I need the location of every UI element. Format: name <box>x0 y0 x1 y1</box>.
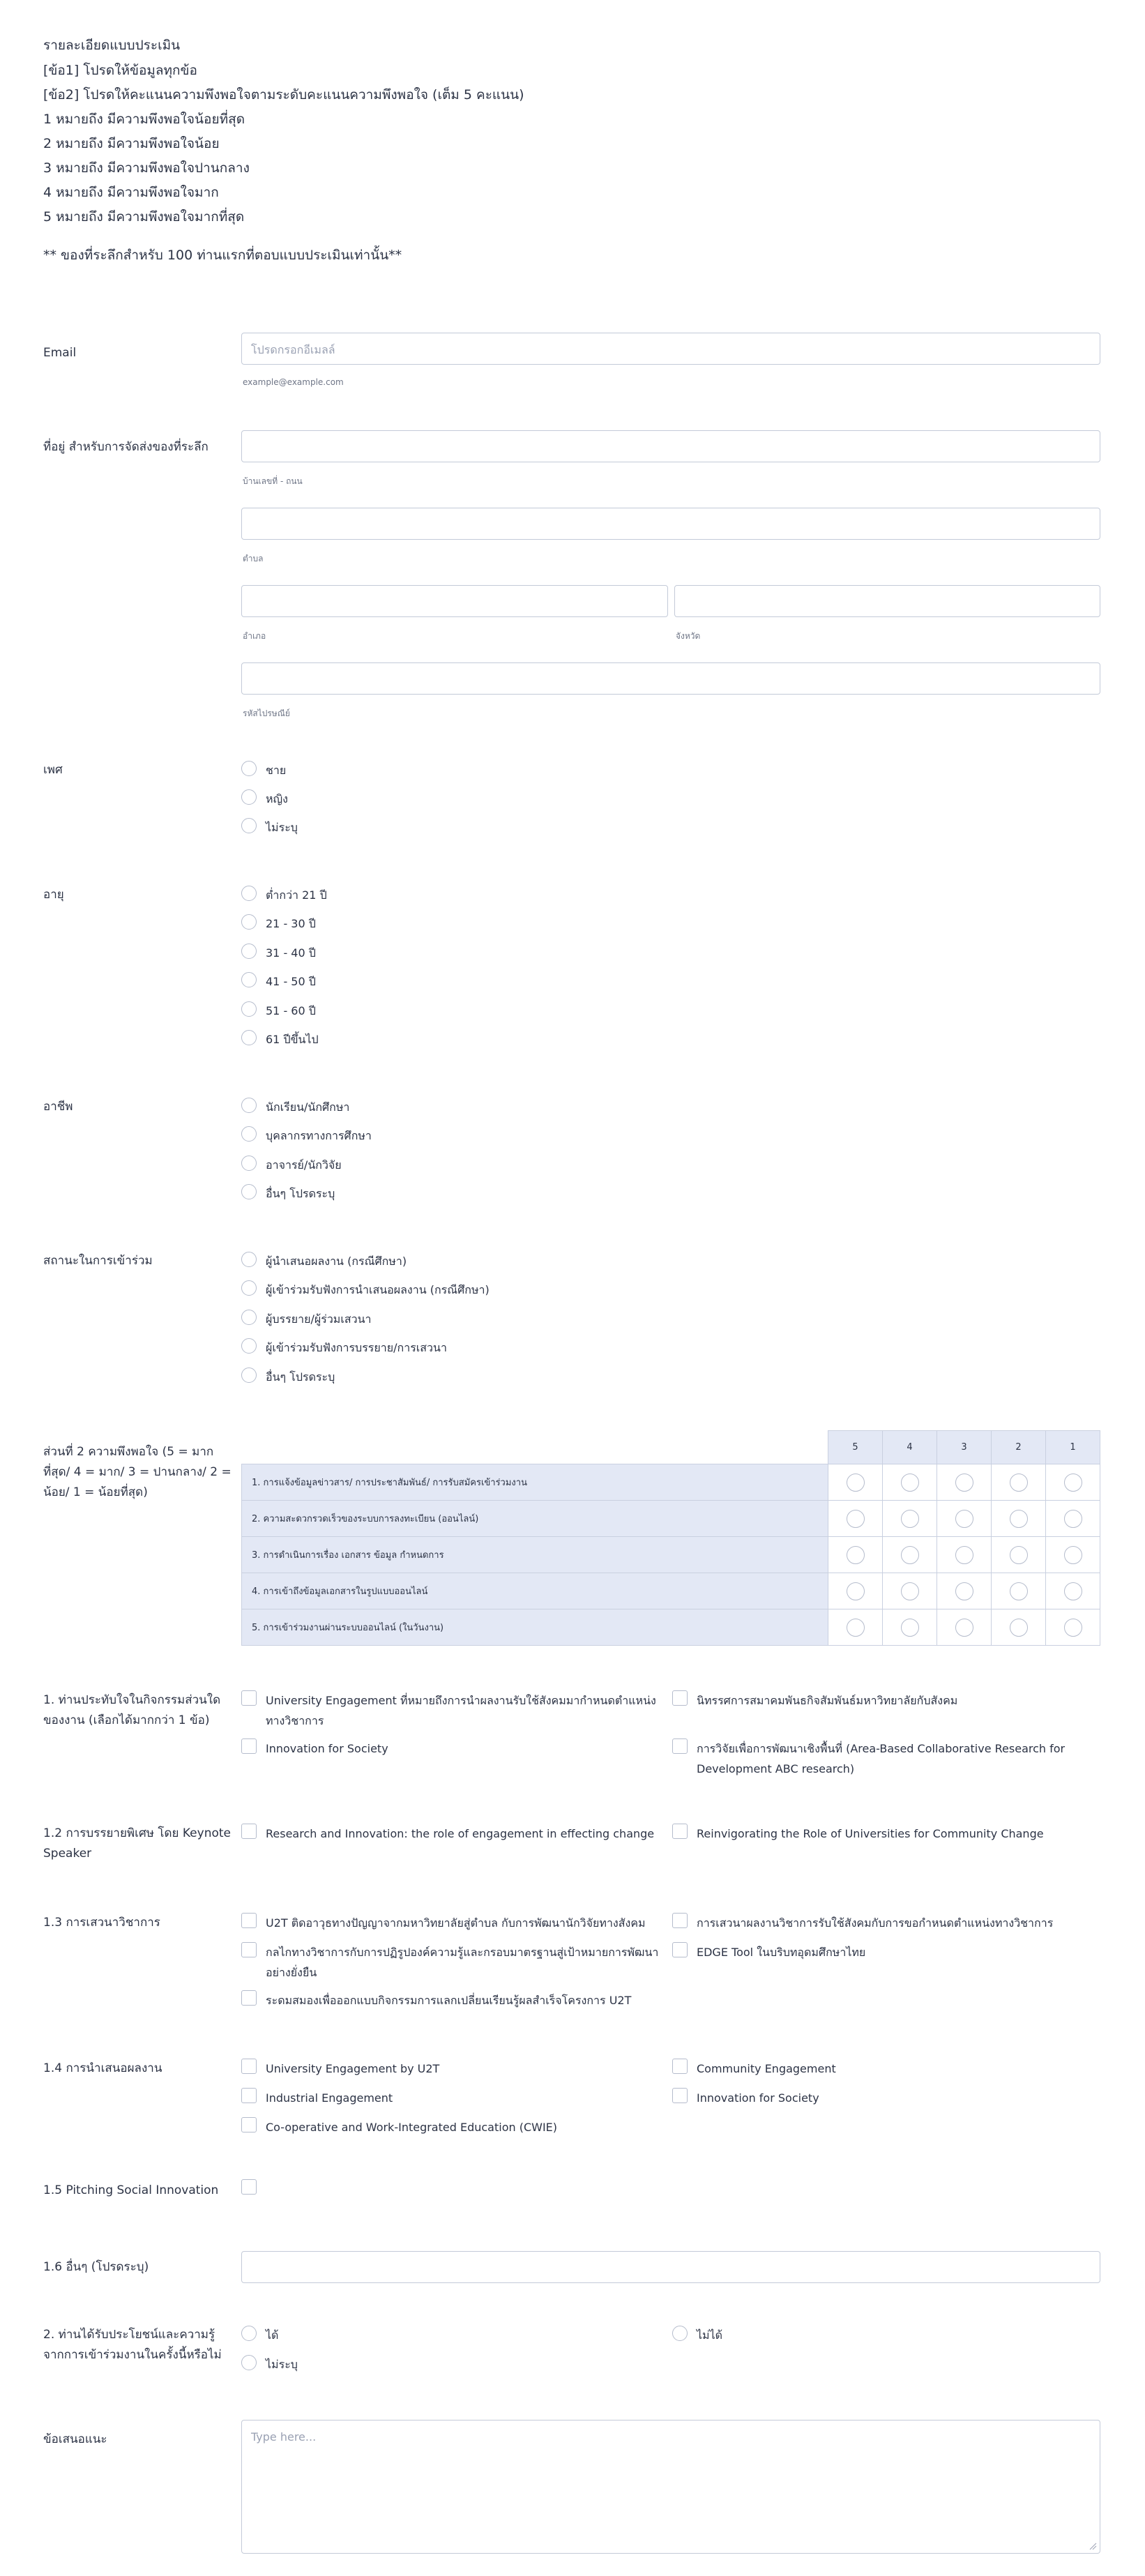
q2-option: ไม่ได้ <box>697 2328 723 2342</box>
matrix-radio[interactable] <box>847 1582 865 1600</box>
age-radio[interactable] <box>241 944 257 959</box>
matrix-radio[interactable] <box>1010 1546 1028 1564</box>
matrix-cell <box>937 1537 992 1573</box>
q14-label: 1.4 การนำเสนอผลงาน <box>43 2061 162 2075</box>
email-sublabel: example@example.com <box>243 377 344 387</box>
q2-radio[interactable] <box>241 2355 257 2370</box>
matrix-row <box>242 1573 1100 1609</box>
intro-line: 1 หมายถึง มีความพึงพอใจน้อยที่สุด <box>43 112 245 127</box>
status-option: อื่นๆ โปรดระบุ <box>266 1370 335 1384</box>
q13-option: กลไกทางวิชาการกับการปฏิรูปองค์ความรู้และกรอบมาตรฐานสู่เป้าหมายการพัฒนาอย่างยั่งยืน <box>266 1946 659 1979</box>
status-radio[interactable] <box>241 1310 257 1325</box>
matrix-row <box>242 1501 1100 1537</box>
district-sublabel: อำเภอ <box>243 631 266 641</box>
age-radio[interactable] <box>241 886 257 901</box>
q12-label: 1.2 การบรรยายพิเศษ โดย Keynote Speaker <box>43 1826 232 1861</box>
matrix-column-header: 3 <box>937 1431 992 1464</box>
intro-line: [ข้อ2] โปรดให้คะแนนความพึงพอใจตามระดับคะแนนความพึงพอใจ (เต็ม 5 คะแนน) <box>43 87 524 103</box>
q14-checkbox[interactable] <box>241 2088 257 2103</box>
q14-checkbox[interactable] <box>241 2059 257 2074</box>
q13-checkbox[interactable] <box>241 1942 257 1957</box>
status-option: ผู้บรรยาย/ผู้ร่วมเสวนา <box>266 1312 372 1326</box>
matrix-row <box>242 1537 1100 1573</box>
matrix-radio[interactable] <box>1010 1619 1028 1637</box>
matrix-cell <box>992 1501 1046 1537</box>
matrix-corner <box>242 1431 828 1464</box>
satisfaction-label: ส่วนที่ 2 ความพึงพอใจ (5 = มากที่สุด/ 4 = มาก/ 3 = ปานกลาง/ 2 = น้อย/ 1 = น้อยที่สุด) <box>43 1445 232 1499</box>
age-radio[interactable] <box>241 1030 257 1045</box>
matrix-radio[interactable] <box>901 1546 919 1564</box>
q13-option: ระดมสมองเพื่อออกแบบกิจกรรมการแลกเปลี่ยนเรียนรู้ผลสำเร็จโครงการ U2T <box>266 1994 632 2007</box>
district-input[interactable] <box>241 585 668 617</box>
matrix-radio[interactable] <box>1064 1619 1082 1637</box>
matrix-radio[interactable] <box>1064 1582 1082 1600</box>
q15-checkbox[interactable] <box>241 2179 257 2195</box>
suggestion-placeholder: Type here... <box>251 2430 317 2444</box>
q2-radio[interactable] <box>241 2326 257 2341</box>
matrix-cell <box>1046 1537 1100 1573</box>
occupation-radio[interactable] <box>241 1098 257 1113</box>
matrix-row-label: 1. การแจ้งข้อมูลข่าวสาร/ การประชาสัมพันธ์/ การรับสมัครเข้าร่วมงาน <box>242 1464 828 1501</box>
matrix-cell <box>883 1573 937 1609</box>
matrix-cell <box>828 1573 883 1609</box>
occupation-radio[interactable] <box>241 1184 257 1199</box>
intro-note: ** ของที่ระลึกสำหรับ 100 ท่านแรกที่ตอบแบบประเมินเท่านั้น** <box>43 248 402 263</box>
matrix-radio[interactable] <box>955 1510 973 1528</box>
matrix-radio[interactable] <box>1064 1510 1082 1528</box>
matrix-cell <box>992 1537 1046 1573</box>
age-option: 61 ปีขึ้นไป <box>266 1033 319 1046</box>
occupation-option: อื่นๆ โปรดระบุ <box>266 1187 335 1200</box>
street-input[interactable] <box>241 430 1100 462</box>
address-label: ที่อยู่ สำหรับการจัดส่งของที่ระลึก <box>43 440 208 454</box>
q1-label: 1. ท่านประทับใจในกิจกรรมส่วนใดของงาน (เลือกได้มากกว่า 1 ข้อ) <box>43 1693 221 1727</box>
matrix-radio[interactable] <box>901 1510 919 1528</box>
matrix-radio[interactable] <box>955 1619 973 1637</box>
q2-option: ไม่ระบุ <box>266 2358 298 2371</box>
gender-radio[interactable] <box>241 761 257 776</box>
matrix-cell <box>828 1464 883 1501</box>
age-option: 41 - 50 ปี <box>266 975 316 988</box>
matrix-radio[interactable] <box>847 1619 865 1637</box>
matrix-radio[interactable] <box>901 1582 919 1600</box>
satisfaction-matrix <box>241 1430 1100 1646</box>
matrix-header-row <box>242 1431 1100 1464</box>
q13-checkbox[interactable] <box>672 1942 688 1957</box>
gender-radio[interactable] <box>241 818 257 833</box>
matrix-cell <box>883 1501 937 1537</box>
q13-checkbox[interactable] <box>672 1913 688 1928</box>
q14-checkbox[interactable] <box>241 2117 257 2132</box>
q2-radio[interactable] <box>672 2326 688 2341</box>
q12-option: Research and Innovation: the role of engagement in effecting change <box>266 1827 655 1840</box>
status-radio[interactable] <box>241 1338 257 1354</box>
q12-checkbox[interactable] <box>672 1824 688 1839</box>
subdistrict-input[interactable] <box>241 508 1100 540</box>
age-option: 51 - 60 ปี <box>266 1004 316 1017</box>
resize-grip-icon[interactable] <box>1089 2542 1097 2550</box>
matrix-cell <box>883 1464 937 1501</box>
matrix-cell <box>937 1501 992 1537</box>
q14-option: University Engagement by U2T <box>266 2062 440 2075</box>
age-option: ต่ำกว่า 21 ปี <box>266 888 327 902</box>
matrix-row-label: 4. การเข้าถึงข้อมูลเอกสารในรูปแบบออนไลน์ <box>242 1573 828 1609</box>
age-radio[interactable] <box>241 972 257 987</box>
q1-option: University Engagement ที่หมายถึงการนำผลงานรับใช้สังคมมากำหนดตำแหน่งทางวิชาการ <box>266 1694 656 1727</box>
matrix-cell <box>937 1573 992 1609</box>
matrix-radio[interactable] <box>847 1510 865 1528</box>
gender-label: เพศ <box>43 763 63 777</box>
intro-line: รายละเอียดแบบประเมิน <box>43 38 181 53</box>
q1-checkbox[interactable] <box>672 1690 688 1706</box>
matrix-radio[interactable] <box>847 1546 865 1564</box>
matrix-cell <box>992 1609 1046 1646</box>
status-option: ผู้เข้าร่วมรับฟังการนำเสนอผลงาน (กรณีศึกษา) <box>266 1283 490 1296</box>
occupation-radio[interactable] <box>241 1126 257 1142</box>
matrix-column-header: 4 <box>883 1431 937 1464</box>
status-option: ผู้เข้าร่วมรับฟังการบรรยาย/การเสวนา <box>266 1341 447 1354</box>
street-sublabel: บ้านเลขที่ - ถนน <box>243 476 303 486</box>
matrix-radio[interactable] <box>901 1619 919 1637</box>
matrix-radio[interactable] <box>847 1473 865 1492</box>
matrix-cell <box>1046 1501 1100 1537</box>
matrix-row <box>242 1609 1100 1646</box>
q16-input[interactable] <box>241 2251 1100 2283</box>
postcode-input[interactable] <box>241 662 1100 695</box>
matrix-radio[interactable] <box>1010 1473 1028 1492</box>
matrix-cell <box>992 1573 1046 1609</box>
suggestion-textarea[interactable] <box>241 2420 1100 2554</box>
q2-label: 2. ท่านได้รับประโยชน์และความรู้จากการเข้าร่วมงานในครั้งนี้หรือไม่ <box>43 2328 222 2362</box>
age-radio[interactable] <box>241 1001 257 1017</box>
matrix-cell <box>937 1464 992 1501</box>
q1-checkbox[interactable] <box>241 1690 257 1706</box>
intro-line: 4 หมายถึง มีความพึงพอใจมาก <box>43 185 219 200</box>
q14-option: Industrial Engagement <box>266 2091 393 2105</box>
q13-option: EDGE Tool ในบริบทอุดมศึกษาไทย <box>697 1946 866 1959</box>
email-placeholder: โปรดกรอกอีเมลล์ <box>251 343 335 356</box>
email-input[interactable] <box>241 333 1100 365</box>
matrix-column-header: 2 <box>992 1431 1046 1464</box>
q14-checkbox[interactable] <box>672 2059 688 2074</box>
matrix-radio[interactable] <box>1064 1546 1082 1564</box>
status-radio[interactable] <box>241 1252 257 1267</box>
q13-option: การเสวนาผลงานวิชาการรับใช้สังคมกับการขอกำหนดตำแหน่งทางวิชาการ <box>697 1916 1054 1930</box>
email-label: Email <box>43 346 77 360</box>
occupation-radio[interactable] <box>241 1156 257 1171</box>
province-input[interactable] <box>674 585 1100 617</box>
matrix-radio[interactable] <box>1064 1473 1082 1492</box>
q1-checkbox[interactable] <box>672 1738 688 1754</box>
matrix-cell <box>828 1609 883 1646</box>
age-option: 21 - 30 ปี <box>266 917 316 930</box>
intro-line: 2 หมายถึง มีความพึงพอใจน้อย <box>43 136 220 151</box>
q15-label: 1.5 Pitching Social Innovation <box>43 2183 219 2197</box>
q12-checkbox[interactable] <box>241 1824 257 1839</box>
postcode-sublabel: รหัสไปรษณีย์ <box>243 709 290 718</box>
gender-radio[interactable] <box>241 789 257 805</box>
q14-checkbox[interactable] <box>672 2088 688 2103</box>
q12-option: Reinvigorating the Role of Universities for Community Change <box>697 1827 1044 1840</box>
matrix-radio[interactable] <box>1010 1510 1028 1528</box>
q13-label: 1.3 การเสวนาวิชาการ <box>43 1916 160 1930</box>
subdistrict-sublabel: ตำบล <box>243 554 264 563</box>
age-radio[interactable] <box>241 914 257 930</box>
q16-label: 1.6 อื่นๆ (โปรดระบุ) <box>43 2260 149 2274</box>
intro-line: 5 หมายถึง มีความพึงพอใจมากที่สุด <box>43 209 245 225</box>
suggestion-label: ข้อเสนอแนะ <box>43 2432 107 2446</box>
gender-option: หญิง <box>266 792 288 805</box>
matrix-column-header: 5 <box>828 1431 883 1464</box>
age-label: อายุ <box>43 888 64 902</box>
matrix-cell <box>883 1537 937 1573</box>
matrix-cell <box>937 1609 992 1646</box>
occupation-option: อาจารย์/นักวิจัย <box>266 1158 342 1172</box>
status-option: ผู้นำเสนอผลงาน (กรณีศึกษา) <box>266 1255 407 1268</box>
province-sublabel: จังหวัด <box>676 631 701 641</box>
status-radio[interactable] <box>241 1280 257 1296</box>
matrix-cell <box>1046 1609 1100 1646</box>
matrix-cell <box>828 1537 883 1573</box>
matrix-radio[interactable] <box>901 1473 919 1492</box>
q13-checkbox[interactable] <box>241 1990 257 2006</box>
matrix-row-label: 3. การดำเนินการเรื่อง เอกสาร ข้อมูล กำหนดการ <box>242 1537 828 1573</box>
q13-option: U2T ติดอาวุธทางปัญญาจากมหาวิทยาลัยสู่ตำบล กับการพัฒนานักวิจัยทางสังคม <box>266 1916 646 1930</box>
matrix-cell <box>883 1609 937 1646</box>
status-label: สถานะในการเข้าร่วม <box>43 1254 153 1268</box>
matrix-row <box>242 1464 1100 1501</box>
q14-option: Innovation for Society <box>697 2091 819 2105</box>
occupation-option: บุคลากรทางการศึกษา <box>266 1129 372 1142</box>
matrix-row-label: 2. ความสะดวกรวดเร็วของระบบการลงทะเบียน (ออนไลน์) <box>242 1501 828 1537</box>
matrix-column-header: 1 <box>1046 1431 1100 1464</box>
intro-line: [ข้อ1] โปรดให้ข้อมูลทุกข้อ <box>43 63 197 78</box>
matrix-cell <box>1046 1464 1100 1501</box>
occupation-label: อาชีพ <box>43 1100 73 1114</box>
gender-option: ไม่ระบุ <box>266 821 298 834</box>
q13-checkbox[interactable] <box>241 1913 257 1928</box>
q14-option: Co-operative and Work-Integrated Education (CWIE) <box>266 2121 558 2134</box>
occupation-option: นักเรียน/นักศึกษา <box>266 1100 350 1114</box>
matrix-radio[interactable] <box>1010 1582 1028 1600</box>
matrix-radio[interactable] <box>955 1546 973 1564</box>
q1-option: Innovation for Society <box>266 1742 388 1755</box>
q2-option: ได้ <box>266 2328 279 2342</box>
matrix-radio[interactable] <box>955 1582 973 1600</box>
q14-option: Community Engagement <box>697 2062 836 2075</box>
gender-option: ชาย <box>266 764 287 777</box>
matrix-cell <box>1046 1573 1100 1609</box>
intro-line: 3 หมายถึง มีความพึงพอใจปานกลาง <box>43 160 250 176</box>
status-radio[interactable] <box>241 1367 257 1383</box>
q1-checkbox[interactable] <box>241 1738 257 1754</box>
matrix-row-label: 5. การเข้าร่วมงานผ่านระบบออนไลน์ (ในวันงาน) <box>242 1609 828 1646</box>
matrix-cell <box>992 1464 1046 1501</box>
matrix-cell <box>828 1501 883 1537</box>
q1-option: การวิจัยเพื่อการพัฒนาเชิงพื้นที่ (Area-Based Collaborative Research for Development ABC research) <box>697 1742 1066 1775</box>
age-option: 31 - 40 ปี <box>266 946 316 960</box>
matrix-radio[interactable] <box>955 1473 973 1492</box>
q1-option: นิทรรศการสมาคมพันธกิจสัมพันธ์มหาวิทยาลัยกับสังคม <box>697 1694 958 1707</box>
